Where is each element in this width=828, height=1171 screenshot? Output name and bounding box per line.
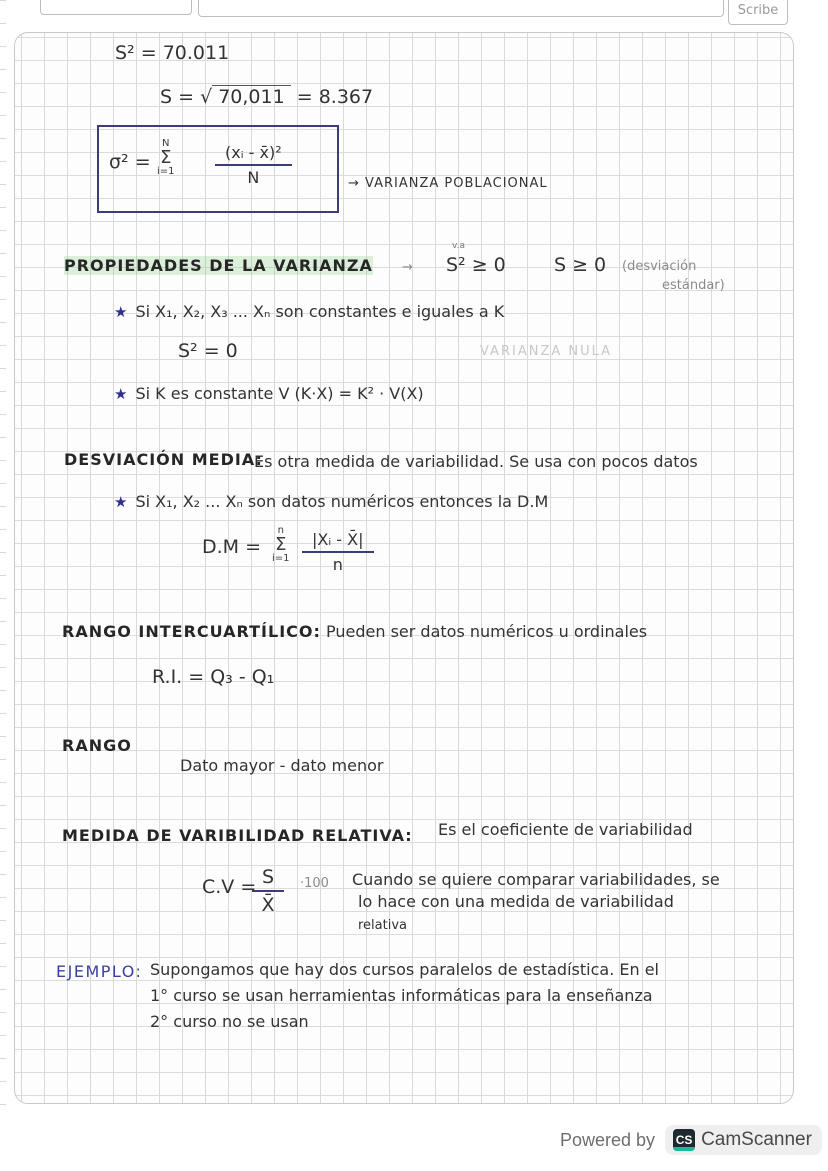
radicand: 70,011 xyxy=(212,85,290,108)
cv-times-100: ·100 xyxy=(300,876,329,891)
header-box-main xyxy=(198,0,724,17)
camscanner-badge[interactable] xyxy=(665,1125,822,1155)
stddev-note: (desviación xyxy=(622,259,697,274)
mean-deviation-lhs: D.M = xyxy=(202,536,262,558)
sqrt-icon: √ xyxy=(200,86,213,108)
example-line-1: Supongamos que hay dos cursos paralelos de estadística. En el xyxy=(150,960,659,979)
pop-variance-fraction: $\frac{\text{(xᵢ - x̄)²}}{N}$ xyxy=(215,143,292,187)
page-edge xyxy=(0,0,6,1110)
powered-by-label: Powered by xyxy=(560,1129,656,1150)
camscanner-brand: CamScanner xyxy=(701,1129,812,1150)
property-rule-variance: S² ≥ 0 xyxy=(446,254,506,276)
std-dev-line: S = √ 70,011 = 8.367 xyxy=(160,86,374,108)
property-rule-stddev: S ≥ 0 xyxy=(554,254,607,276)
heading-example: EJEMPLO: xyxy=(56,962,143,981)
bleed-through-text: VARIANZA NULA xyxy=(480,344,613,359)
example-line-3: 2° curso no se usan xyxy=(150,1012,309,1031)
mean-deviation-bullet: ★ Si X₁, X₂ ... Xₙ son datos numéricos entonces la D.M xyxy=(114,492,549,511)
property-bullet-1-result: S² = 0 xyxy=(178,340,238,362)
cv-fraction: $\frac{S}{X̄}$ xyxy=(252,866,284,916)
range-formula: Dato mayor - dato menor xyxy=(180,756,384,775)
sample-variance-value: 70.011 xyxy=(162,42,230,64)
star-bullet-icon: ★ xyxy=(114,493,128,511)
stddev-note-2: estándar) xyxy=(662,278,725,293)
example-line-2: 1° curso se usan herramientas informáticas para la enseñanza xyxy=(150,986,653,1005)
population-variance-formula-box xyxy=(97,125,339,213)
va-mark: v.a xyxy=(452,241,466,251)
pop-variance-label: → VARIANZA POBLACIONAL xyxy=(348,176,548,191)
property-bullet-2: ★ Si K es constante V (K·X) = K² · V(X) xyxy=(114,384,424,403)
heading-relative-variability: MEDIDA DE VARIBILIDAD RELATIVA: xyxy=(62,826,413,845)
cv-note-2: lo hace con una medida de variabilidad xyxy=(358,892,674,911)
cv-note-3: relativa xyxy=(358,918,408,933)
mean-deviation-desc: Es otra medida de variabilidad. Se usa con pocos datos xyxy=(254,452,698,471)
summation-symbol: N Σ i=1 xyxy=(157,138,175,177)
star-bullet-icon: ★ xyxy=(114,385,128,403)
property-bullet-1: ★ Si X₁, X₂, X₃ ... Xₙ son constantes e iguales a K xyxy=(114,302,505,321)
arrow-right-icon: → xyxy=(402,260,413,275)
iqr-desc: Pueden ser datos numéricos u ordinales xyxy=(326,622,648,641)
star-bullet-icon: ★ xyxy=(114,303,128,321)
camscanner-logo-icon: CS xyxy=(673,1129,695,1151)
sample-variance-lhs: S² xyxy=(115,42,135,64)
brand-tab: Scribe xyxy=(728,0,788,25)
summation-symbol: n Σ i=1 xyxy=(272,525,290,564)
heading-iqr: RANGO INTERCUARTÍLICO: xyxy=(62,622,321,641)
sample-variance-line: S² = 70.011 xyxy=(115,42,230,64)
std-dev-result: 8.367 xyxy=(318,86,374,108)
heading-range: RANGO xyxy=(62,736,132,755)
heading-properties: PROPIEDADES DE LA VARIANZA xyxy=(64,256,373,275)
cv-lhs: C.V = xyxy=(202,876,257,898)
mean-deviation-fraction: $\frac{\text{|Xᵢ - X̄|}}{n}$ xyxy=(302,530,374,574)
pop-variance-lhs: σ² = xyxy=(109,151,151,173)
camscanner-footer xyxy=(560,1122,822,1158)
header-box-left-1 xyxy=(40,0,192,15)
relative-variability-desc: Es el coeficiente de variabilidad xyxy=(438,820,693,839)
heading-mean-deviation: DESVIACIÓN MEDIA: xyxy=(64,450,263,469)
arrow-right-icon: → xyxy=(348,176,360,191)
iqr-formula: R.I. = Q₃ - Q₁ xyxy=(152,666,275,688)
cv-note-1: Cuando se quiere comparar variabilidades, se xyxy=(352,870,720,889)
